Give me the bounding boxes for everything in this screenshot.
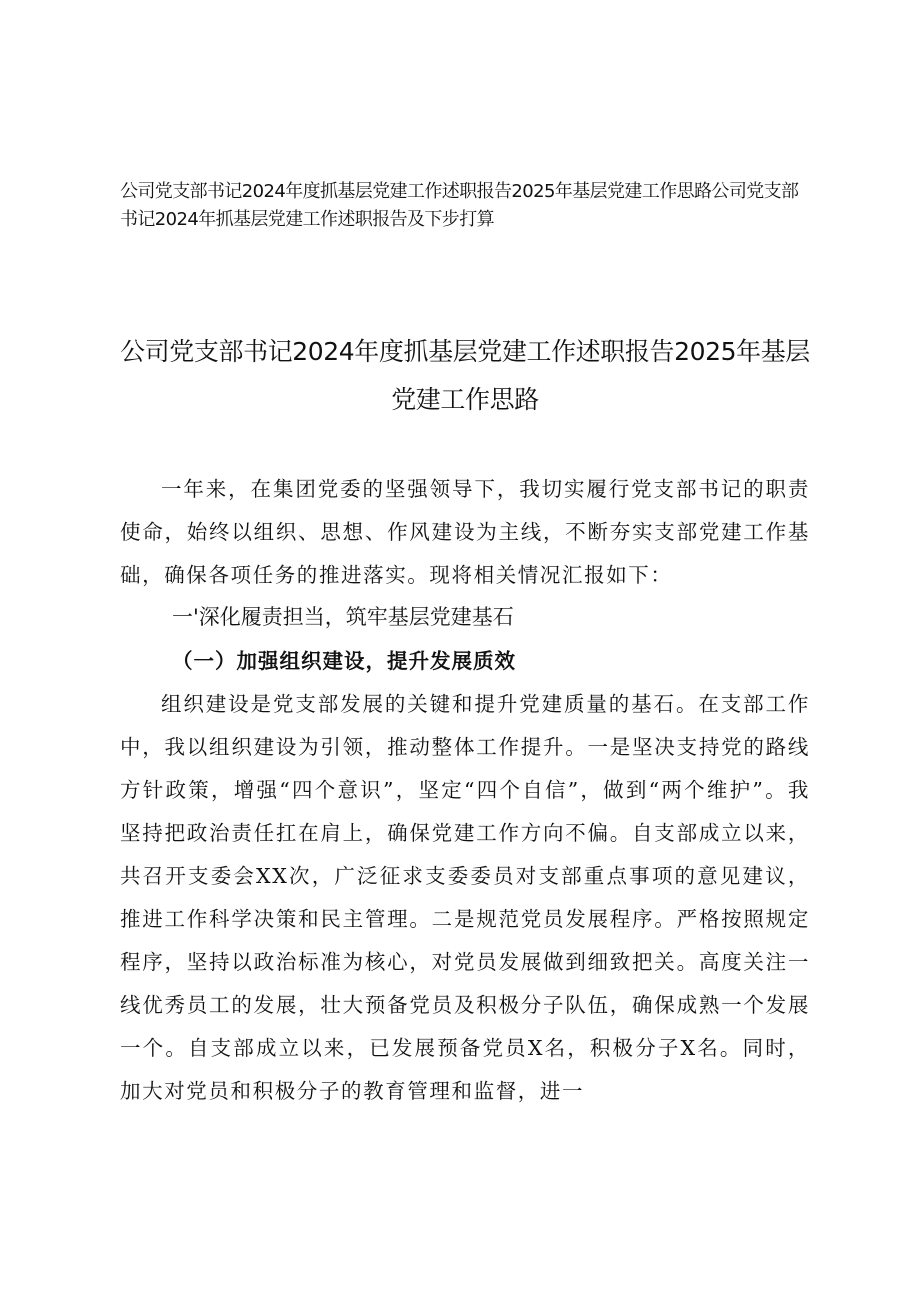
section-heading-1: 一'深化履责担当，筑牢基层党建基石 — [172, 605, 514, 629]
intro-paragraph: 一年来，在集团党委的坚强领导下，我切实履行党支部书记的职责使命，始终以组织、思想、作风建设为主线，不断夯实支部党建工作基础，确保各项任务的推进落实。现将相关情况汇报如下： — [120, 477, 810, 587]
body-paragraph-1: 组织建设是党支部发展的关键和提升党建质量的基石。在支部工作中，我以组织建设为引领，推动整体工作提升。一是坚决支持党的路线方针政策，增强“四个意识”，坚定“四个自信”，做到“两个维护”。我坚持把政治责任扛在肩上，确保党建工作方向不偏。自支部成立以来，共召开支委会XX次，广泛征求支委委员对支部重点事项的意见建议，推进工作科学决策和民主管理。二是规范党员发展程序。严格按照规定程序，坚持以政治标准为核心，对党员发展做到细致把关。高度关注一线优秀员工的发展，壮大预备党员及积极分子队伍，确保成熟一个发展一个。自支部成立以来，已发展预备党员X名，积极分子X名。同时，加大对党员和积极分子的教育管理和监督，进一 — [120, 692, 810, 1103]
main-title: 公司党支部书记2024年度抓基层党建工作述职报告2025年基层党建工作思路 — [120, 337, 810, 414]
document-header-title: 公司党支部书记2024年度抓基层党建工作述职报告2025年基层党建工作思路公司党支部书记2024年抓基层党建工作述职报告及下步打算 — [120, 181, 799, 230]
subsection-heading-1: （一）加强组织建设，提升发展质效 — [172, 649, 516, 673]
